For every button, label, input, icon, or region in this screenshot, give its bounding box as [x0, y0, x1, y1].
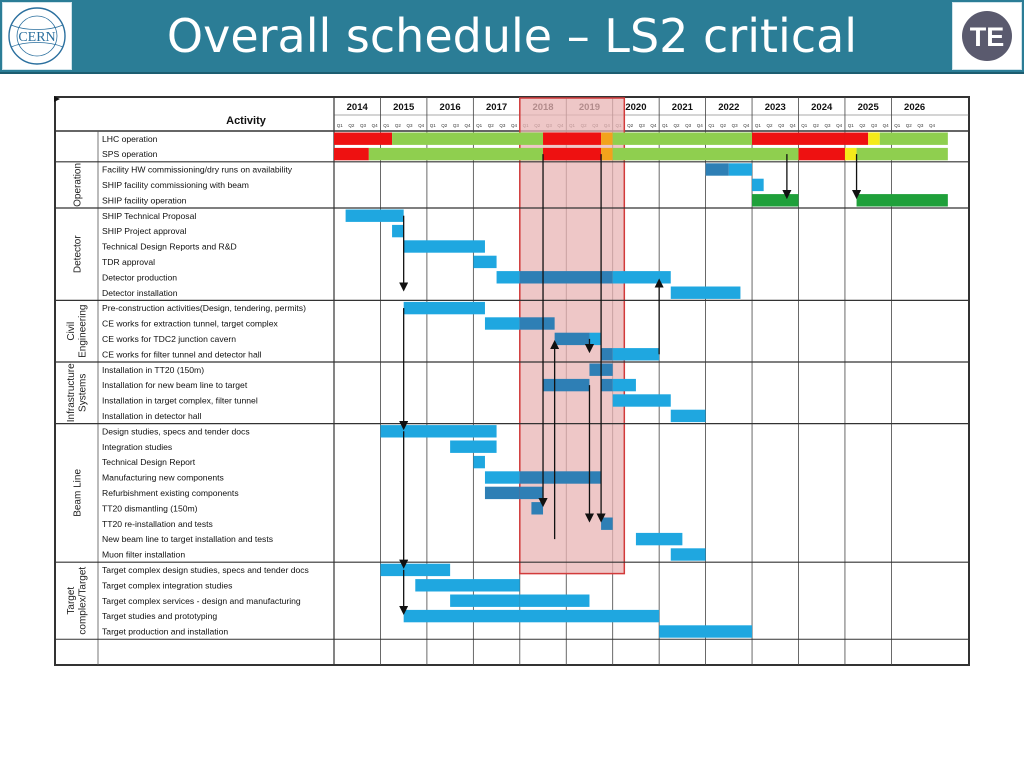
group-label: Operation [72, 162, 84, 207]
slide-title: Overall schedule – LS2 critical [166, 9, 858, 63]
schedule-bar [636, 533, 682, 545]
schedule-bar [752, 179, 764, 191]
quarter-label: Q2 [766, 123, 773, 128]
quarter-label: Q4 [743, 123, 750, 128]
schedule-bar [415, 579, 520, 591]
quarter-label: Q4 [696, 123, 703, 128]
activity-row-label: CE works for filter tunnel and detector hall [102, 349, 262, 360]
quarter-label: Q2 [859, 123, 866, 128]
schedule-bar [543, 133, 601, 145]
quarter-label: Q3 [360, 123, 367, 128]
schedule-bar [845, 133, 868, 145]
quarter-label: Q4 [836, 123, 843, 128]
schedule-bar [404, 240, 485, 252]
quarter-label: Q4 [650, 123, 657, 128]
schedule-bar [601, 518, 613, 530]
schedule-bar [589, 333, 601, 345]
schedule-bar [485, 317, 520, 329]
schedule-bar [520, 595, 590, 607]
schedule-bar [473, 456, 485, 468]
year-label: 2016 [439, 102, 461, 113]
quarter-label: Q3 [638, 123, 645, 128]
schedule-bar [671, 548, 706, 560]
schedule-bar [613, 379, 636, 391]
activity-row-label: Technical Design Report [102, 457, 196, 468]
quarter-label: Q3 [778, 123, 785, 128]
quarter-label: Q2 [673, 123, 680, 128]
schedule-bar [334, 133, 392, 145]
activity-row-label: Pre-construction activities(Design, tendering, permits) [102, 303, 306, 314]
quarter-label: Q1 [754, 123, 761, 128]
schedule-bar [543, 379, 589, 391]
schedule-bar [799, 148, 845, 160]
schedule-bar [473, 256, 496, 268]
quarter-label: Q3 [731, 123, 738, 128]
quarter-label: Q1 [336, 123, 343, 128]
activity-row-label: Installation in detector hall [102, 410, 202, 421]
activity-row-label: Detector production [102, 272, 177, 283]
schedule-bar [613, 348, 659, 360]
schedule-bar [531, 502, 543, 514]
activity-row-label: Design studies, specs and tender docs [102, 426, 250, 437]
quarter-label: Q3 [870, 123, 877, 128]
activity-row-label: Target production and installation [102, 626, 229, 637]
te-logo [952, 2, 1022, 70]
te-logo-text: TE [969, 22, 1005, 52]
quarter-label: Q1 [894, 123, 901, 128]
group-label: Targetcomplex/Target [66, 566, 89, 635]
quarter-label: Q4 [371, 123, 378, 128]
quarter-label: Q3 [499, 123, 506, 128]
quarter-label: Q4 [418, 123, 425, 128]
schedule-bar [450, 595, 520, 607]
schedule-bar [543, 148, 601, 160]
cern-logo-text: CERN [18, 30, 56, 45]
quarter-label: Q2 [720, 123, 727, 128]
activity-row-label: TT20 re-installation and tests [102, 518, 213, 529]
schedule-bar [868, 133, 880, 145]
activity-row-label: Installation for new beam line to target [102, 380, 248, 391]
schedule-bar [392, 225, 404, 237]
schedule-bar [450, 441, 496, 453]
schedule-bar [520, 317, 555, 329]
group-label: Detector [72, 235, 84, 274]
activity-row-label: Muon filter installation [102, 549, 186, 560]
year-label: 2017 [486, 102, 508, 113]
activity-header: Activity [226, 115, 266, 127]
quarter-label: Q2 [627, 123, 634, 128]
activity-row-label: SHIP Project approval [102, 226, 187, 237]
year-label: 2023 [764, 102, 786, 113]
quarter-label: Q3 [824, 123, 831, 128]
activity-row-label: Installation in TT20 (150m) [102, 364, 205, 375]
schedule-bar [752, 133, 845, 145]
year-label: 2020 [625, 102, 647, 113]
year-label: 2021 [671, 102, 693, 113]
quarter-label: Q1 [801, 123, 808, 128]
activity-row-label: Refurbishment existing components [102, 487, 239, 498]
schedule-bar [613, 394, 671, 406]
quarter-label: Q4 [882, 123, 889, 128]
activity-row-label: SHIP Technical Proposal [102, 210, 197, 221]
quarter-label: Q1 [847, 123, 854, 128]
activity-row-label: SHIP facility operation [102, 195, 187, 206]
year-label: 2026 [904, 102, 926, 113]
schedule-bar [346, 210, 404, 222]
schedule-bar [613, 133, 752, 145]
schedule-bar [497, 271, 520, 283]
schedule-bar [601, 348, 613, 360]
cern-logo [2, 2, 72, 70]
schedule-bar [659, 625, 752, 637]
schedule-bar [369, 148, 543, 160]
schedule-bar [601, 148, 613, 160]
quarter-label: Q2 [905, 123, 912, 128]
activity-row-label: SHIP facility commissioning with beam [102, 179, 249, 190]
activity-row-label: Installation in target complex, filter tunnel [102, 395, 258, 406]
year-label: 2014 [346, 102, 368, 113]
quarter-label: Q1 [661, 123, 668, 128]
schedule-bar [555, 333, 590, 345]
quarter-label: Q2 [348, 123, 355, 128]
group-label: Beam Line [72, 468, 84, 517]
slide-header [0, 0, 1024, 74]
quarter-label: Q3 [917, 123, 924, 128]
schedule-bar [380, 564, 450, 576]
schedule-bar [857, 148, 948, 160]
year-label: 2015 [393, 102, 415, 113]
schedule-bar [880, 133, 948, 145]
year-label: 2025 [857, 102, 879, 113]
activity-row-label: SPS operation [102, 149, 158, 160]
activity-row-label: Integration studies [102, 441, 173, 452]
year-label: 2024 [811, 102, 833, 113]
schedule-bar [706, 163, 729, 175]
activity-row-label: Target complex services - design and manufacturing [102, 595, 301, 606]
quarter-label: Q1 [383, 123, 390, 128]
activity-row-label: Target complex integration studies [102, 580, 233, 591]
activity-row-label: CE works for extraction tunnel, target complex [102, 318, 278, 329]
schedule-bar [613, 148, 799, 160]
quarter-label: Q1 [708, 123, 715, 128]
schedule-bar [404, 302, 485, 314]
quarter-label: Q1 [476, 123, 483, 128]
activity-row-label: TT20 dismantling (150m) [102, 503, 198, 514]
schedule-bar [392, 133, 543, 145]
activity-row-label: Facility HW commissioning/dry runs on availability [102, 164, 293, 175]
activity-row-label: Target complex design studies, specs and tender docs [102, 564, 309, 575]
schedule-bar [380, 425, 496, 437]
quarter-label: Q2 [812, 123, 819, 128]
quarter-label: Q2 [394, 123, 401, 128]
quarter-label: Q4 [929, 123, 936, 128]
quarter-label: Q1 [429, 123, 436, 128]
quarter-label: Q4 [510, 123, 518, 128]
activity-row-label: TDR approval [102, 256, 156, 267]
quarter-label: Q2 [441, 123, 448, 128]
schedule-bar [671, 287, 741, 299]
quarter-label: Q4 [464, 123, 471, 128]
schedule-bar [485, 471, 520, 483]
header-divider [0, 72, 1024, 74]
quarter-label: Q4 [789, 123, 796, 128]
schedule-bar [601, 379, 613, 391]
schedule-bar [671, 410, 706, 422]
schedule-bar [520, 271, 613, 283]
quarter-label: Q3 [452, 123, 459, 128]
activity-row-label: CE works for TDC2 junction cavern [102, 333, 237, 344]
schedule-bar [334, 148, 369, 160]
quarter-label: Q2 [487, 123, 494, 128]
quarter-label: Q3 [685, 123, 692, 128]
year-label: 2022 [718, 102, 740, 113]
gantt-chart [54, 96, 972, 668]
schedule-bar [404, 610, 659, 622]
schedule-bar [601, 133, 613, 145]
activity-row-label: LHC operation [102, 133, 158, 144]
activity-row-label: Technical Design Reports and R&D [102, 241, 237, 252]
schedule-bar [729, 163, 752, 175]
activity-row-label: Detector installation [102, 287, 178, 298]
schedule-bar [752, 194, 798, 206]
activity-row-label: New beam line to target installation and tests [102, 534, 274, 545]
quarter-label: Q3 [406, 123, 413, 128]
schedule-bar [520, 487, 543, 499]
schedule-bar [845, 148, 857, 160]
group-label: InfrastructureSystems [66, 363, 89, 423]
group-label: CivilEngineering [66, 304, 89, 358]
activity-row-label: Manufacturing new components [102, 472, 224, 483]
schedule-bar [485, 487, 520, 499]
schedule-bar [613, 271, 671, 283]
activity-row-label: Target studies and prototyping [102, 611, 218, 622]
schedule-bar [857, 194, 948, 206]
